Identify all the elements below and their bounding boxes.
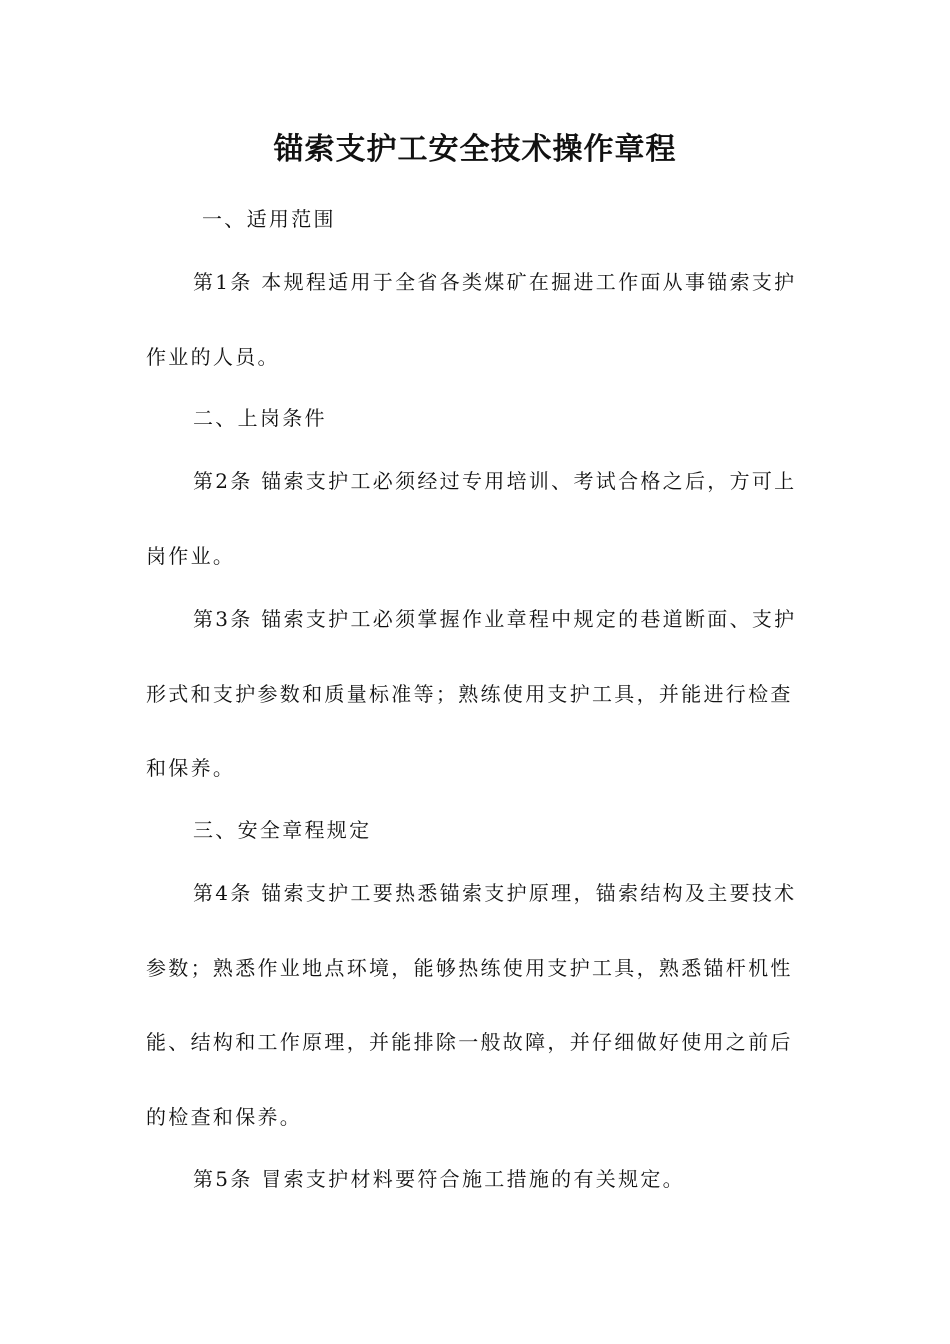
- article-4-line-1: 第4条 锚索支护工要热悉锚索支护原理，锚索结构及主要技术: [193, 881, 797, 905]
- article-5-line-1: 第5条 冒索支护材料要符合施工措施的有关规定。: [193, 1167, 685, 1191]
- section-heading-scope: 一、适用范围: [202, 207, 336, 231]
- article-4-line-2: 参数；熟悉作业地点环境，能够热练使用支护工具，熟悉锚杆机性: [146, 956, 793, 980]
- article-4-line-3: 能、结构和工作原理，并能排除一般故障，并仔细做好使用之前后: [146, 1030, 793, 1054]
- section-heading-qualification: 二、上岗条件: [193, 406, 327, 430]
- article-2-line-1: 第2条 锚索支护工必须经过专用培训、考试合格之后，方可上: [193, 469, 797, 493]
- article-2-line-2: 岗作业。: [146, 544, 236, 568]
- article-1-line-1: 第1条 本规程适用于全省各类煤矿在掘进工作面从事锚索支护: [193, 270, 797, 294]
- document-title: 锚索支护工安全技术操作章程: [273, 132, 677, 167]
- article-3-line-3: 和保养。: [146, 756, 236, 780]
- article-4-line-4: 的检查和保养。: [146, 1105, 303, 1129]
- section-heading-safety-rules: 三、安全章程规定: [193, 818, 372, 842]
- article-3-line-2: 形式和支护参数和质量标准等；熟练使用支护工具，并能进行检查: [146, 682, 793, 706]
- article-3-line-1: 第3条 锚索支护工必须掌握作业章程中规定的巷道断面、支护: [193, 607, 797, 631]
- article-1-line-2: 作业的人员。: [146, 345, 280, 369]
